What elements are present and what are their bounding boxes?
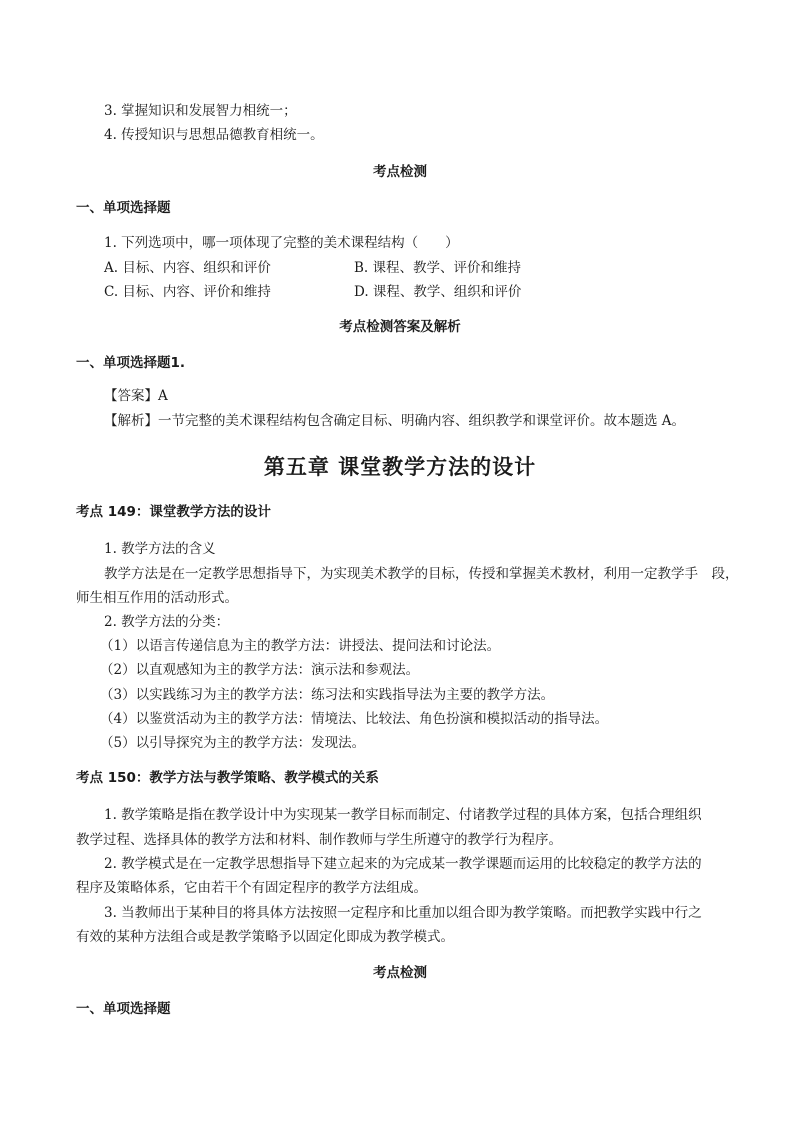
question-type-heading: 一、单项选择题 (76, 1001, 171, 1017)
list-item: （4）以鉴赏活动为主的教学方法：情境法、比较法、角色扮演和模拟活动的指导法。 (100, 711, 609, 727)
section-heading: 考点检测 (373, 164, 427, 180)
paragraph-line: 师生相互作用的活动形式。 (76, 590, 238, 606)
answer-heading: 考点检测答案及解析 (339, 319, 461, 335)
option-a: A. 目标、内容、组织和评价 (104, 260, 271, 276)
section-heading: 考点检测 (373, 965, 427, 981)
subheading: 1. 教学方法的含义 (104, 541, 216, 557)
paragraph-line: 程序及策略体系，它由若干个有固定程序的教学方法组成。 (76, 880, 427, 896)
analysis-text: 【解析】一节完整的美术课程结构包含确定目标、明确内容、组织教学和课堂评价。故本题选 A。 (104, 413, 686, 429)
subheading: 2. 教学方法的分类： (104, 614, 230, 630)
paragraph-line: 2. 教学模式是在一定教学思想指导下建立起来的为完成某一教学课题而运用的比较稳定的教学方法的 (104, 856, 702, 872)
question-type-heading: 一、单项选择题 (76, 200, 171, 216)
question-text: 1. 下列选项中，哪一项体现了完整的美术课程结构（ ） (104, 235, 459, 251)
point-149-heading: 考点 149：课堂教学方法的设计 (76, 504, 271, 520)
chapter-title: 第五章 课堂教学方法的设计 (263, 455, 537, 479)
option-c: C. 目标、内容、评价和维持 (104, 284, 271, 300)
paragraph-line: 教学过程、选择具体的教学方法和材料、制作教师与学生所遵守的教学行为程序。 (76, 832, 562, 848)
list-item: （3）以实践练习为主的教学方法：练习法和实践指导法为主要的教学方法。 (100, 687, 555, 703)
paragraph-line: 有效的某种方法组合或是教学策略予以固定化即成为教学模式。 (76, 929, 454, 945)
list-item: （1）以语言传递信息为主的教学方法：讲授法、提问法和讨论法。 (100, 638, 501, 654)
answer-text: 【答案】A (104, 388, 168, 404)
option-d: D. 课程、教学、组织和评价 (354, 284, 522, 300)
option-b: B. 课程、教学、评价和维持 (354, 260, 522, 276)
list-item: 3. 掌握知识和发展智力相统一； (104, 103, 297, 119)
point-150-heading: 考点 150：教学方法与教学策略、教学模式的关系 (76, 770, 379, 786)
paragraph-line: 教学方法是在一定教学思想指导下，为实现美术教学的目标，传授和掌握美术教材，利用一定教学手 段， (104, 566, 739, 582)
list-item: （5）以引导探究为主的教学方法：发现法。 (100, 735, 366, 751)
paragraph-line: 1. 教学策略是指在教学设计中为实现某一教学目标而制定、付诸教学过程的具体方案，包括合理组织 (104, 807, 702, 823)
answer-type-heading: 一、单项选择题1. (76, 355, 186, 371)
list-item: 4. 传授知识与思想品德教育相统一。 (104, 127, 324, 143)
paragraph-line: 3. 当教师出于某种目的将具体方法按照一定程序和比重加以组合即为教学策略。而把教学实践中行之 (104, 905, 702, 921)
list-item: （2）以直观感知为主的教学方法：演示法和参观法。 (100, 662, 420, 678)
